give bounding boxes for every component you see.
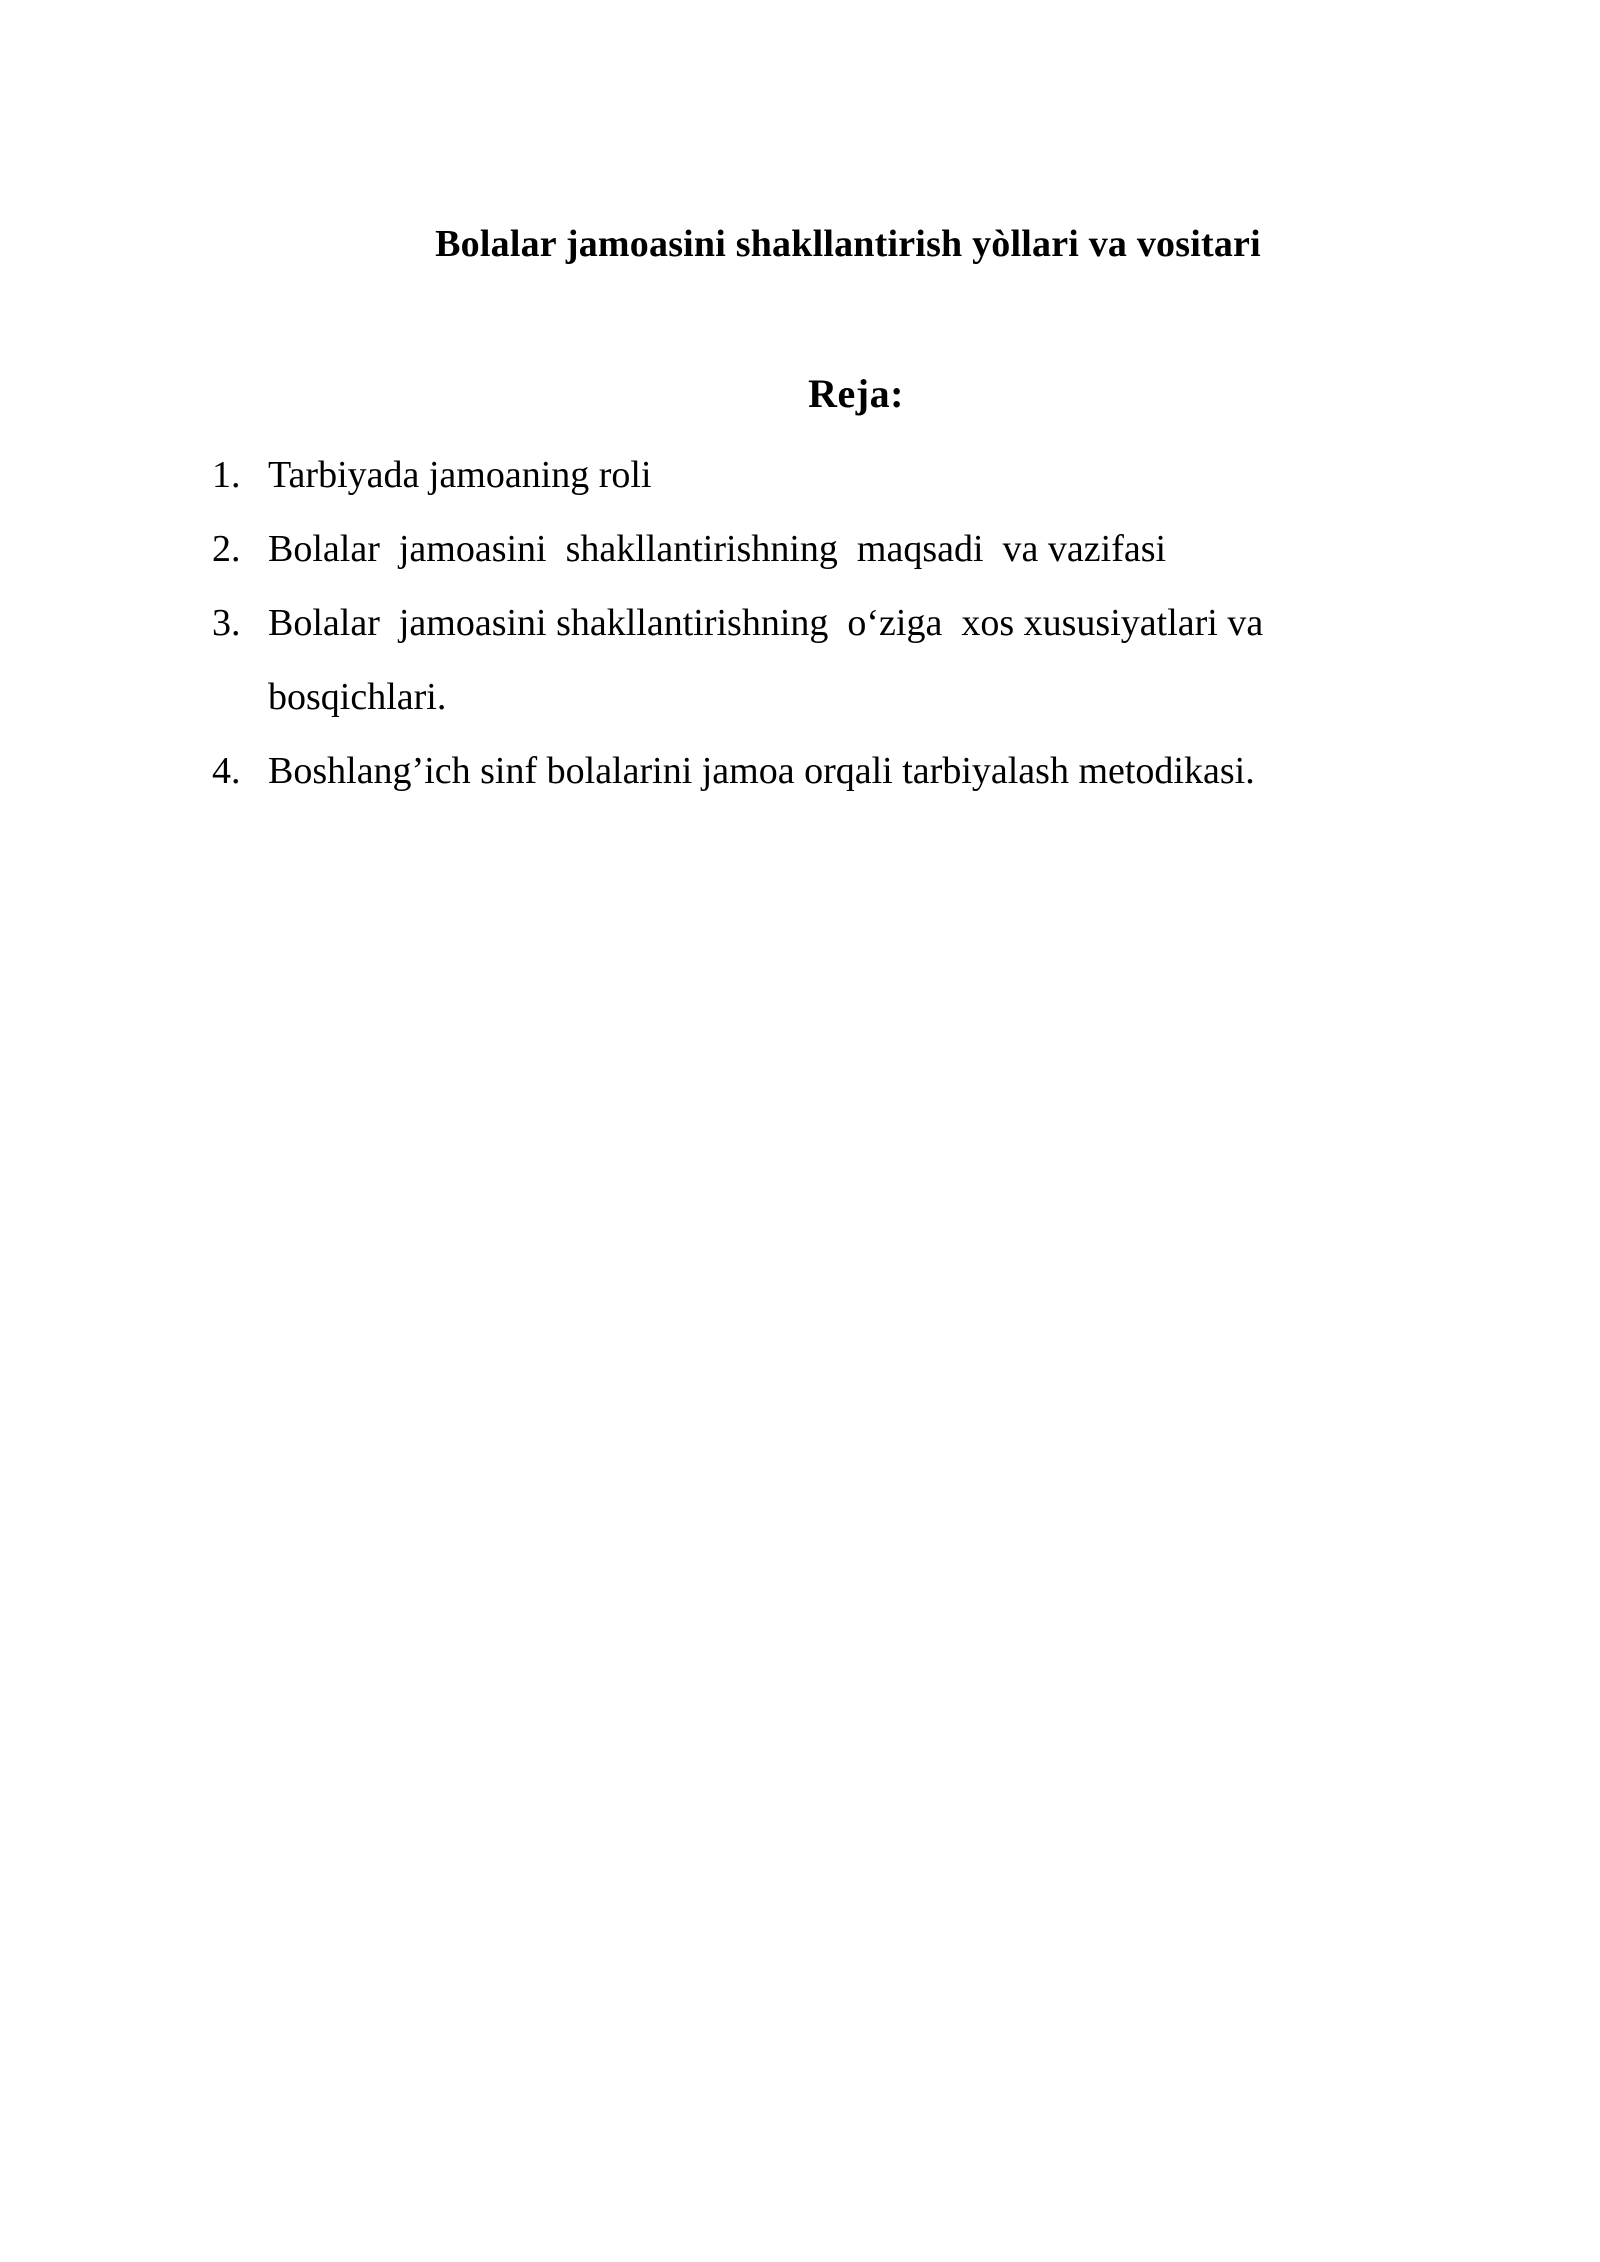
plan-item-text: Bolalar jamoasini shakllantirishning maqsadi va vazifasi — [268, 528, 1167, 570]
plan-heading: Reja: — [808, 371, 904, 416]
plan-item-1 — [212, 438, 1412, 512]
plan-item-3 — [212, 586, 1412, 734]
plan-item-number: 2. — [212, 528, 241, 570]
plan-item-number: 4. — [212, 750, 241, 792]
plan-item-number: 3. — [212, 602, 241, 644]
plan-item-4 — [212, 734, 1412, 808]
plan-item-text: Tarbiyada jamoaning roli — [268, 454, 652, 496]
plan-item-2 — [212, 512, 1412, 586]
plan-item-text: Boshlang’ich sinf bolalarini jamoa orqali tarbiyalash metodikasi. — [268, 750, 1255, 792]
document-title: Bolalar jamoasini shakllantirish yòllari va vositari — [435, 223, 1261, 265]
plan-item-number: 1. — [212, 454, 241, 496]
plan-item-text: Bolalar jamoasini shakllantirishning o‘ziga xos xususiyatlari va bosqichlari. — [268, 602, 1273, 718]
plan-list — [212, 438, 1412, 808]
